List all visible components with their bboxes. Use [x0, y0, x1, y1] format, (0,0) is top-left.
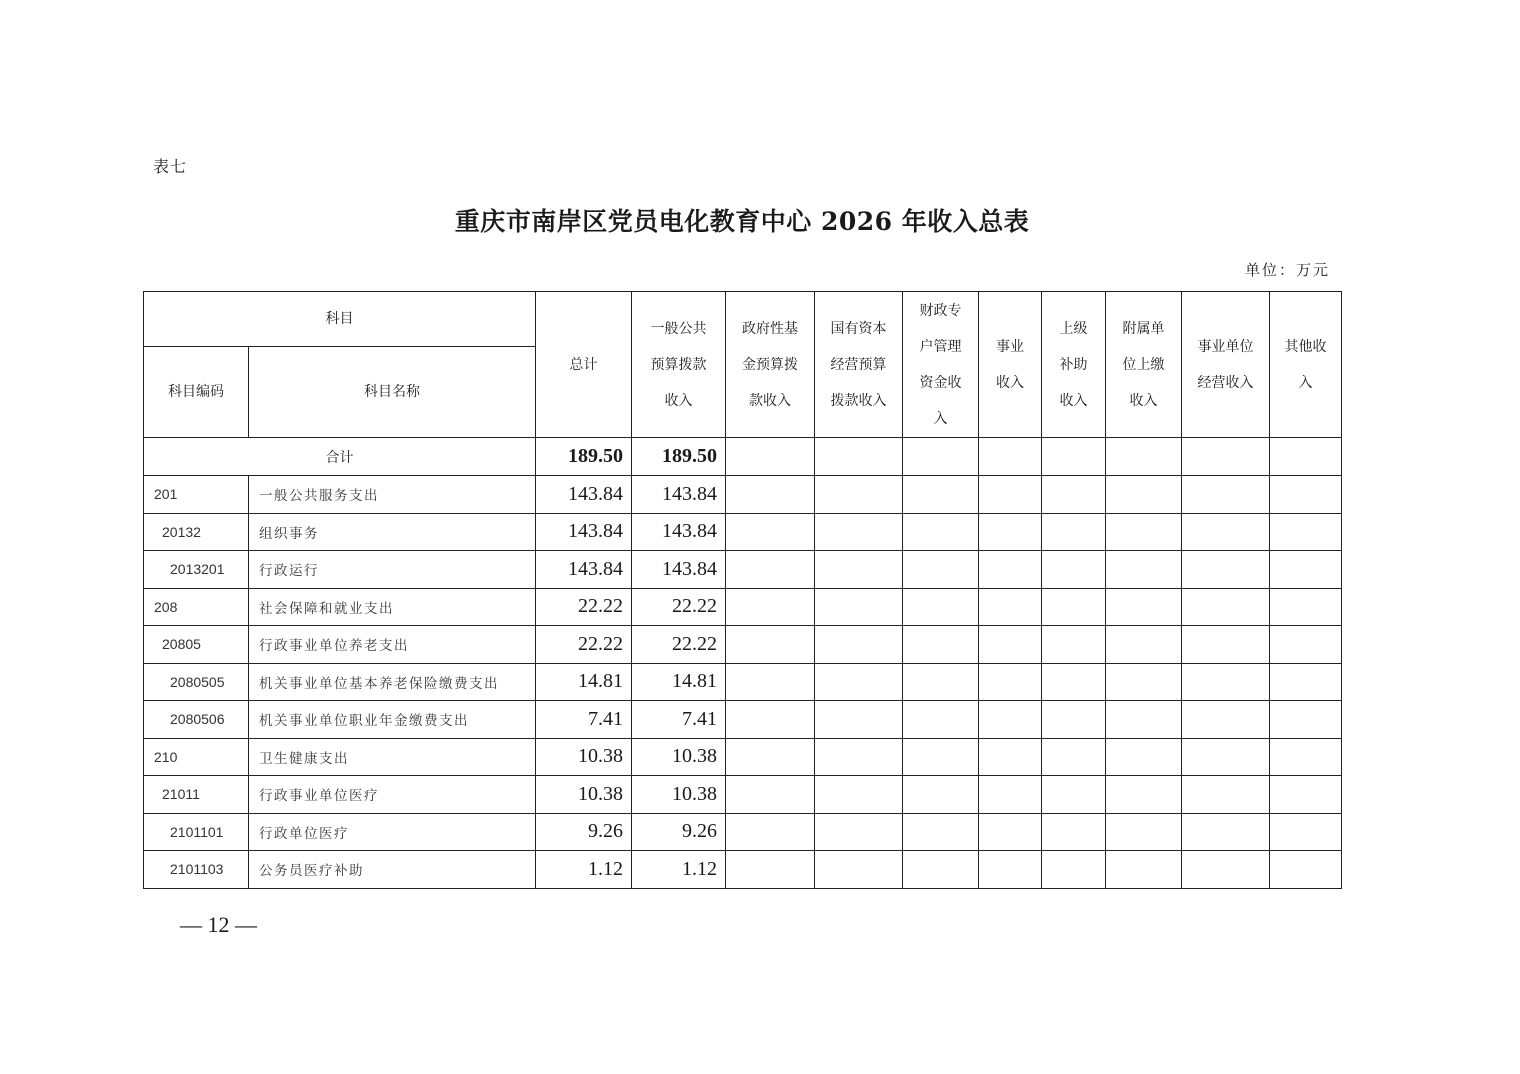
row-name: 公务员医疗补助: [249, 851, 536, 889]
row-empty-cell: [979, 626, 1042, 664]
row-empty-cell: [1106, 626, 1182, 664]
row-empty-cell: [1042, 701, 1106, 739]
row-empty-cell: [1106, 551, 1182, 589]
row-empty-cell: [1270, 551, 1342, 589]
row-empty-cell: [1270, 851, 1342, 889]
row-empty-cell: [1182, 551, 1270, 589]
row-empty-cell: [1042, 476, 1106, 514]
row-empty-cell: [1106, 663, 1182, 701]
row-code: 2013201: [144, 551, 249, 589]
table-row: [144, 551, 1342, 589]
row-empty-cell: [979, 813, 1042, 851]
row-code: 21011: [144, 776, 249, 814]
page-number: — 12 —: [180, 912, 257, 937]
row-name: 卫生健康支出: [249, 738, 536, 776]
income-summary-table: [143, 291, 1342, 889]
row-empty-cell: [1042, 738, 1106, 776]
row-empty-cell: [1106, 738, 1182, 776]
total-general-budget: 189.50: [632, 438, 726, 476]
row-empty-cell: [903, 851, 979, 889]
row-total: 14.81: [536, 663, 632, 701]
row-empty-cell: [815, 701, 903, 739]
row-name: 行政事业单位医疗: [249, 776, 536, 814]
header-fiscal-special: 财政专 户管理 资金收 入: [903, 292, 979, 438]
row-empty-cell: [979, 701, 1042, 739]
row-name: 行政事业单位养老支出: [249, 626, 536, 664]
row-empty-cell: [1182, 476, 1270, 514]
row-empty-cell: [1042, 776, 1106, 814]
row-empty-cell: [903, 663, 979, 701]
row-empty-cell: [1042, 626, 1106, 664]
row-empty-cell: [1270, 738, 1342, 776]
row-empty-cell: [1182, 663, 1270, 701]
row-name: 社会保障和就业支出: [249, 588, 536, 626]
table-row: [144, 813, 1342, 851]
header-state-capital: 国有资本 经营预算 拨款收入: [815, 292, 903, 438]
row-empty-cell: [815, 551, 903, 589]
row-empty-cell: [726, 701, 815, 739]
row-empty-cell: [1182, 626, 1270, 664]
row-empty-cell: [1182, 588, 1270, 626]
row-code: 2101103: [144, 851, 249, 889]
row-empty-cell: [1042, 588, 1106, 626]
table-row: [144, 776, 1342, 814]
row-general-budget: 143.84: [632, 513, 726, 551]
row-general-budget: 22.22: [632, 626, 726, 664]
table-row: [144, 701, 1342, 739]
row-empty-cell: [1106, 513, 1182, 551]
page-title: 重庆市南岸区党员电化教育中心 2026 年收入总表: [454, 207, 1030, 236]
table-row: [144, 851, 1342, 889]
row-empty-cell: [1182, 738, 1270, 776]
row-total: 10.38: [536, 738, 632, 776]
row-empty-cell: [1042, 851, 1106, 889]
row-empty-cell: [903, 588, 979, 626]
row-empty-cell: [726, 851, 815, 889]
row-empty-cell: [1270, 588, 1342, 626]
row-empty-cell: [979, 588, 1042, 626]
row-empty-cell: [815, 851, 903, 889]
row-empty-cell: [1106, 476, 1182, 514]
row-general-budget: 143.84: [632, 551, 726, 589]
row-general-budget: 14.81: [632, 663, 726, 701]
row-empty-cell: [815, 588, 903, 626]
row-empty-cell: [726, 813, 815, 851]
total-total: 189.50: [536, 438, 632, 476]
row-code: 2080505: [144, 663, 249, 701]
row-code: 2101101: [144, 813, 249, 851]
row-empty-cell: [815, 663, 903, 701]
row-empty-cell: [1106, 813, 1182, 851]
row-total: 143.84: [536, 513, 632, 551]
row-empty-cell: [1182, 513, 1270, 551]
row-empty-cell: [903, 513, 979, 551]
row-empty-cell: [979, 738, 1042, 776]
row-empty-cell: [815, 626, 903, 664]
header-other-income: 其他收 入: [1270, 292, 1342, 438]
row-empty-cell: [903, 813, 979, 851]
row-empty-cell: [1270, 626, 1342, 664]
row-name: 机关事业单位职业年金缴费支出: [249, 701, 536, 739]
header-subject-code: 科目编码: [144, 347, 249, 438]
table-row: [144, 626, 1342, 664]
row-name: 机关事业单位基本养老保险缴费支出: [249, 663, 536, 701]
row-total: 9.26: [536, 813, 632, 851]
row-code: 2080506: [144, 701, 249, 739]
row-empty-cell: [1042, 663, 1106, 701]
row-empty-cell: [979, 476, 1042, 514]
row-empty-cell: [815, 476, 903, 514]
row-total: 10.38: [536, 776, 632, 814]
row-empty-cell: [1042, 813, 1106, 851]
row-name: 行政运行: [249, 551, 536, 589]
row-empty-cell: [903, 551, 979, 589]
row-empty-cell: [903, 626, 979, 664]
row-empty-cell: [726, 476, 815, 514]
row-general-budget: 9.26: [632, 813, 726, 851]
unit-label: 单位：万元: [1244, 261, 1330, 279]
header-operating-income: 事业单位 经营收入: [1182, 292, 1270, 438]
row-empty-cell: [815, 813, 903, 851]
row-empty-cell: [1106, 851, 1182, 889]
row-code: 208: [144, 588, 249, 626]
row-empty-cell: [815, 738, 903, 776]
row-empty-cell: [1270, 513, 1342, 551]
total-row: [144, 438, 1342, 476]
row-empty-cell: [979, 776, 1042, 814]
row-empty-cell: [1042, 513, 1106, 551]
row-total: 143.84: [536, 551, 632, 589]
row-empty-cell: [726, 551, 815, 589]
table-row: [144, 588, 1342, 626]
row-empty-cell: [1270, 776, 1342, 814]
row-code: 20805: [144, 626, 249, 664]
row-empty-cell: [979, 513, 1042, 551]
row-empty-cell: [1182, 776, 1270, 814]
row-empty-cell: [726, 663, 815, 701]
row-total: 7.41: [536, 701, 632, 739]
header-subordinate-payment: 附属单 位上缴 收入: [1106, 292, 1182, 438]
row-empty-cell: [726, 738, 815, 776]
row-empty-cell: [979, 551, 1042, 589]
row-empty-cell: [1106, 701, 1182, 739]
table-row: [144, 663, 1342, 701]
row-empty-cell: [1270, 701, 1342, 739]
row-empty-cell: [815, 513, 903, 551]
row-empty-cell: [1270, 813, 1342, 851]
header-gov-fund: 政府性基 金预算拨 款收入: [726, 292, 815, 438]
header-subject-name: 科目名称: [249, 347, 536, 438]
row-empty-cell: [1270, 476, 1342, 514]
row-name: 一般公共服务支出: [249, 476, 536, 514]
row-empty-cell: [1182, 813, 1270, 851]
row-total: 22.22: [536, 588, 632, 626]
header-general-budget: 一般公共 预算拨款 收入: [632, 292, 726, 438]
row-empty-cell: [979, 663, 1042, 701]
row-name: 行政单位医疗: [249, 813, 536, 851]
row-code: 201: [144, 476, 249, 514]
row-empty-cell: [1106, 776, 1182, 814]
header-business-income: 事业 收入: [979, 292, 1042, 438]
row-empty-cell: [1182, 851, 1270, 889]
row-empty-cell: [979, 851, 1042, 889]
row-empty-cell: [1106, 588, 1182, 626]
row-empty-cell: [903, 776, 979, 814]
row-total: 1.12: [536, 851, 632, 889]
row-empty-cell: [903, 476, 979, 514]
row-total: 143.84: [536, 476, 632, 514]
row-empty-cell: [726, 513, 815, 551]
table-row: [144, 738, 1342, 776]
row-code: 210: [144, 738, 249, 776]
row-name: 组织事务: [249, 513, 536, 551]
table-row: [144, 513, 1342, 551]
row-general-budget: 7.41: [632, 701, 726, 739]
row-empty-cell: [815, 776, 903, 814]
header-total: 总计: [536, 292, 632, 438]
row-general-budget: 10.38: [632, 738, 726, 776]
row-empty-cell: [1042, 551, 1106, 589]
row-empty-cell: [726, 588, 815, 626]
row-general-budget: 143.84: [632, 476, 726, 514]
row-empty-cell: [726, 626, 815, 664]
row-general-budget: 10.38: [632, 776, 726, 814]
table-row: [144, 476, 1342, 514]
row-empty-cell: [903, 701, 979, 739]
row-empty-cell: [903, 738, 979, 776]
table-label: 表七: [153, 157, 188, 176]
row-code: 20132: [144, 513, 249, 551]
row-general-budget: 22.22: [632, 588, 726, 626]
total-label: 合计: [144, 438, 536, 476]
row-general-budget: 1.12: [632, 851, 726, 889]
header-superior-subsidy: 上级 补助 收入: [1042, 292, 1106, 438]
row-empty-cell: [726, 776, 815, 814]
row-empty-cell: [1182, 701, 1270, 739]
header-subject: 科目: [144, 292, 536, 347]
row-empty-cell: [1270, 663, 1342, 701]
row-total: 22.22: [536, 626, 632, 664]
